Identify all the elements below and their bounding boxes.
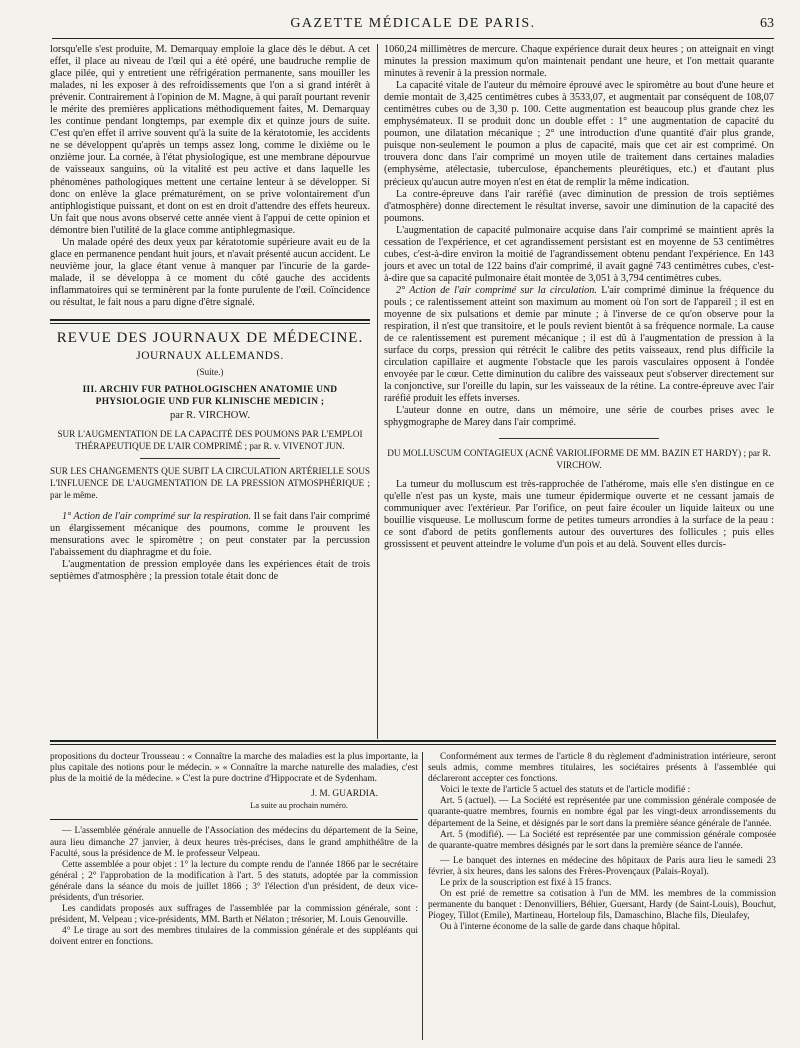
paragraph: Un malade opéré des deux yeux par kératotomie supérieure avait eu de la glace en permanence pendant huit jours, et n'avait présenté aucun accident. Le neuvième jour, la glace étant venue à manquer par l'incurie de la garde-malade, il se développa à ce moment du côté gauche des accidents inflammatoires qui se terminèrent par la fonte purulente de l'œil. Coïncidence ou résultat, le fait nous a paru digne d'être signalé.: [50, 236, 370, 308]
paragraph: Cette assemblée a pour objet : 1° la lecture du compte rendu de l'année 1866 par le secrétaire général ; 2° l'approbation de la modification à l'art. 5 des statuts, adoptée par la commission générale dans la séance du mois de juillet 1866 ; 3° l'élection d'un président, de deux vice-présidents, d'un trésorier.: [50, 859, 418, 904]
feuilleton-rule: [50, 744, 776, 745]
continued-note: La suite au prochain numéro.: [250, 801, 348, 811]
paragraph: [384, 285, 774, 405]
paragraph: Art. 5 (actuel). — La Société est représentée par une commission générale composée de quarante-quatre membres, fournis en nombre égal par les vingt-deux arrondissements du département de la Seine, et désignés par le sort dans la première séance générale de l'année.: [428, 796, 776, 829]
lower-right-column: [428, 752, 776, 934]
italic-lead: 1° Action de l'air comprimé sur la respiration.: [62, 511, 252, 523]
paragraph: 1060,24 millimètres de mercure. Chaque expérience durait deux heures ; on atteignait en vingt minutes la pression maximum qu'on maintenait pendant une heure, et l'on mettait quarante minutes à revenir à la pression normale.: [384, 44, 774, 80]
signature: J. M. GUARDIA.: [311, 789, 378, 800]
article-heading: SUR L'AUGMENTATION DE LA CAPACITÉ DES POUMONS PAR L'EMPLOI THÉRAPEUTIQUE DE L'AIR COMPRIMÉ ; par R. v. VIVENOT JUN.: [57, 428, 363, 451]
article-heading: DU MOLLUSCUM CONTAGIEUX (ACNÉ VARIOLIFORME DE MM. BAZIN ET HARDY) ; par R. VIRCHOW.: [387, 447, 771, 470]
page-header: [52, 14, 774, 39]
paragraph: — L'assemblée générale annuelle de l'Association des médecins du département de la Seine, aura lieu dimanche 27 janvier, à deux heures très-précises, dans le grand amphithéâtre de la Faculté, sous la présidence de M. le professeur Velpeau.: [50, 826, 418, 859]
paragraph-text: L'air comprimé diminue la fréquence du pouls ; ce ralentissement atteint son maximum au moment où l'on sort de l'appareil ; il est en moyenne de six pulsations et demie par minute ; à l'inverse de ce qu'on observe pour la respiration, il n'est que transitoire, et le pouls revient bientôt à sa fréquence normale. La cause de ce ralentissement est purement mécanique ; il est dû à l'augmentation de pression à la surface du corps, pression qui rétrécit le calibre des petits vaisseaux, rend plus difficile la circulation capillaire et augmente l'obstacle que les parois vasculaires opposent à l'ondée envoyée par le cœur. Cette diminution du calibre des vaisseaux peut s'observer directement sur la conjonctive, sur l'oreille du lapin, sur les vaisseaux de la rétine. La contre-épreuve avec l'air raréfié produit les effets inverses.: [384, 284, 774, 405]
right-column: [384, 44, 774, 551]
journal-title: GAZETTE MÉDICALE DE PARIS.: [290, 16, 536, 31]
column-divider: [377, 44, 378, 739]
section-title: REVUE DES JOURNAUX DE MÉDECINE.: [56, 329, 364, 346]
feuilleton-rule: [50, 740, 776, 742]
paragraph: Les candidats proposés aux suffrages de l'assemblée par la commission générale, sont : président, M. Velpeau ; vice-présidents, MM. Barth et Nélaton ; trésorier, M. Louis Genouville.: [50, 904, 418, 926]
separator: [50, 819, 418, 820]
journal-author: par R. VIRCHOW.: [170, 409, 250, 421]
suite-note: (Suite.): [196, 366, 224, 377]
journal-heading: III. ARCHIV FUR PATHOLOGISCHEN ANATOMIE UND PHYSIOLOGIE UND FUR KLINISCHE MEDICIN ;: [82, 384, 338, 407]
italic-lead: 2° Action de l'air comprimé sur la circulation.: [396, 284, 597, 296]
paragraph: Conformément aux termes de l'article 8 du règlement d'administration intérieure, seront seuls admis, comme membres titulaires, les sociétaires présents à l'assemblée qui déclareront accepter ces fonctions.: [428, 752, 776, 785]
paragraph: — Le banquet des internes en médecine des hôpitaux de Paris aura lieu le samedi 23 février, à six heures, dans les salons des Frères-Provençaux (Palais-Royal).: [428, 855, 776, 877]
subsection-title: JOURNAUX ALLEMANDS.: [136, 349, 284, 362]
article-heading: SUR LES CHANGEMENTS QUE SUBIT LA CIRCULATION ARTÉRIELLE SOUS L'INFLUENCE DE L'AUGMENTATION DE LA PRESSION ATMOSPHÉRIQUE ; par le même.: [50, 465, 370, 500]
paragraph: lorsqu'elle s'est produite, M. Demarquay emploie la glace dès le début. A cet effet, il place au niveau de l'œil qui a été opéré, une baudruche remplie de glace pilée, qui y entretient une réfrigération permanente, sans mouiller les malades, ni les exposer à des refroidissements que l'on a si grand intérêt à prévenir. Contrairement à l'opinion de M. Magne, à qui paraît pourtant revenir le mérite des premières applications méthodiquement faites, M. Demarquay les continue pendant longtemps, par exemple dix et quinze jours de suite. C'est qu'en effet il arrive souvent qu'à la suite de la kératotomie, les accidents ne se développent qu'après un temps assez long, comme le dixième ou le onzième jour. La cornée, à l'état physiologique, est une membrane dépourvue de vaisseaux sanguins, où la vitalité est peu active et dans laquelle les phénomènes pathologiques mettent une certaine lenteur à se développer. Si donc on enlève la glace prématurément, on se prive volontairement d'un antiphlogistique puissant, et dont on est en droit d'attendre des effets heureux. Un fait que nous avons observé cette année vient à l'appui de cette opinion et démontre bien l'utilité de la glace comme antiphlegmasique.: [50, 44, 370, 236]
paragraph: propositions du docteur Trousseau : « Connaître la marche des maladies est la plus importante, la plus capitale des notions pour le médecin. » « Connaître la marche naturelle des maladies, c'est plus de la moitié de la médecine. » C'est la pure doctrine d'Hippocrate et de Sydenham.: [50, 752, 418, 785]
separator: [499, 438, 659, 439]
paragraph: Art. 5 (modifié). — La Société est représentée par une commission générale composée de quarante-quatre membres désignés par le sort dans la première séance de l'année.: [428, 829, 776, 851]
paragraph: 4° Le tirage au sort des membres titulaires de la commission générale et des suppléants qui doivent entrer en fonctions.: [50, 926, 418, 948]
paragraph: Ou à l'interne économe de la salle de garde dans chaque hôpital.: [440, 922, 681, 933]
paragraph: [50, 511, 370, 559]
paragraph-text: Il se fait dans l'air comprimé un élargissement mécanique des poumons, comme le prouvent les mensurations avec le spiromètre ; on peut constater par la percussion l'abaissement du diaphragme et du foie.: [50, 511, 371, 559]
paragraph: On est prié de remettre sa cotisation à l'un de MM. les membres de la commission permanente du banquet : Denonvilliers, Béhier, Guersant, Hardy (de Saint-Louis), Bouchut, Piogey, Tillot (Emile), Martineau, Horteloup fils, Damaschino, Blache fils, Dieulafey,: [428, 889, 776, 922]
section-rule: [50, 319, 370, 321]
left-column: [50, 44, 370, 583]
paragraph: La tumeur du molluscum est très-rapprochée de l'athérome, mais elle s'en distingue en ce qu'elle n'est pas un kyste, mais une tumeur épidermique ouverte et ne cessant jamais de communiquer avec l'extérieur. Par l'orifice, on peut faire écouler un liquide laiteux ou une bouillie visqueuse. Le molluscum forme de petites tumeurs arrondies à la surface de la peau : ce sont d'abord de petits gonflements autour des ouvertures des follicules ; puis elles grossissent et peuvent atteindre le volume d'un pois et au delà. Souvent elles durcis-: [384, 478, 774, 550]
page-number: 63: [760, 16, 774, 31]
section-rule: [50, 323, 370, 324]
column-divider: [422, 752, 423, 1040]
lower-left-column: [50, 752, 418, 949]
paragraph: La contre-épreuve dans l'air raréfié (avec diminution de pression de trois septièmes d'atmosphère) donne directement le résultat inverse, savoir une diminution de la capacité des poumons.: [384, 188, 774, 224]
paragraph: La capacité vitale de l'auteur du mémoire éprouvé avec le spiromètre au bout d'une heure et demie montait de 3,425 centimètres cubes à 3533,07, et augmentait par conséquent de 108,07 centimètres cubes ou de 3,30 p. 100. Cette augmentation est beaucoup plus grande chez les emphysémateux. Il se produit donc un double effet : 1° une augmentation de capacité du poumon, une dilatation mécanique ; 2° une introduction d'une quantité d'air plus grande, puisque non-seulement le poumon a plus de capacité, mais que cet air est comprimé. On trouvera donc dans l'air comprimé un moyen utile de traitement dans certaines maladies (emphysème, atélectasie, tuberculose, épanchements pleurétiques, etc.) et d'autant plus précieux qu'aucun autre moyen n'est en état de remplir la même indication.: [384, 80, 774, 188]
paragraph: Le prix de la souscription est fixé à 15 francs.: [440, 878, 612, 889]
paragraph: Voici le texte de l'article 5 actuel des statuts et de l'article modifié :: [440, 785, 691, 796]
paragraph: L'augmentation de capacité pulmonaire acquise dans l'air comprimé se maintient après la cessation de l'expérience, et cet agrandissement persistant est en moyenne de 53 centimètres cubes, c'est-à-dire environ la moitié de l'agrandissement obtenu pendant l'expérience. En 143 jours et avec un total de 122 bains d'air comprimé, il avait gagné 743 centimètres cubes, c'est-à-dire que sa capacité pulmonaire était montée de 3,051 à 3,794 centimètres cubes.: [384, 224, 774, 284]
paragraph: L'auteur donne en outre, dans un mémoire, une série de courbes prises avec le sphygmographe de Marey dans l'air comprimé.: [384, 405, 774, 429]
paragraph: L'augmentation de pression employée dans les expériences était de trois septièmes d'atmosphère ; la pression totale était donc de: [50, 559, 370, 583]
separator: [140, 458, 280, 459]
